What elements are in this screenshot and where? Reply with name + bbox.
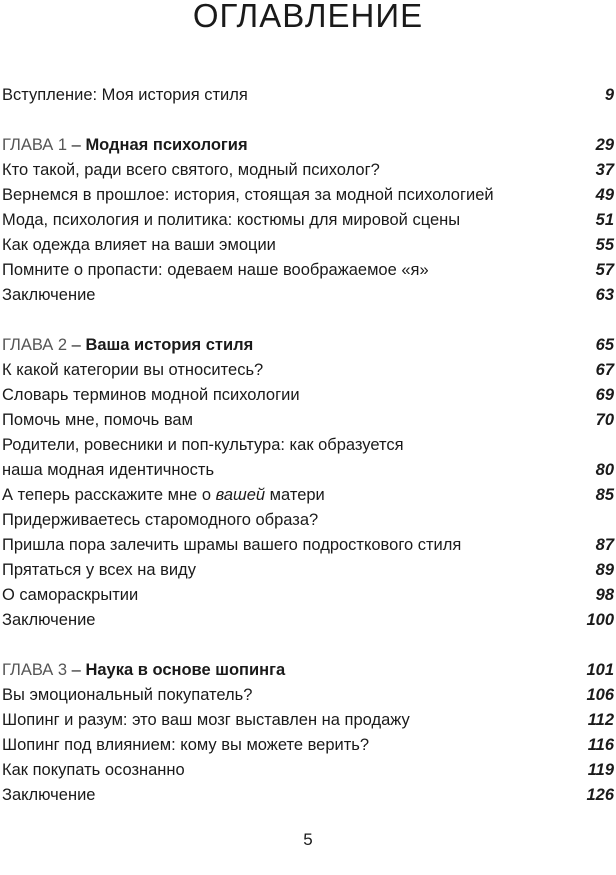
toc-entry[interactable] xyxy=(2,758,614,783)
toc-entry[interactable] xyxy=(2,358,614,383)
toc-entry-text: Вернемся в прошлое: история, стоящая за модной психологией xyxy=(2,186,494,204)
chapter-name: Ваша история стиля xyxy=(85,336,254,354)
toc-entry[interactable] xyxy=(2,183,614,208)
toc-entry-page: 70 xyxy=(595,411,614,429)
chapter-name: Наука в основе шопинга xyxy=(85,661,286,679)
toc-entry-text: Помочь мне, помочь вам xyxy=(2,411,193,429)
chapter-heading-3[interactable] xyxy=(2,658,614,683)
toc-entry[interactable] xyxy=(2,233,614,258)
toc-entry-text: Прятаться у всех на виду xyxy=(2,561,196,579)
toc-entry-page: 69 xyxy=(595,386,614,404)
toc-entry-page: 9 xyxy=(604,86,614,104)
toc-entry-page: 57 xyxy=(595,261,614,279)
chapter-name: Модная психология xyxy=(85,136,248,154)
toc-entry[interactable] xyxy=(2,458,614,483)
toc-entry[interactable] xyxy=(2,583,614,608)
toc-entry-text: О самораскрытии xyxy=(2,586,139,604)
chapter-dash: – xyxy=(67,136,86,154)
toc-entry-page: 112 xyxy=(587,711,614,729)
toc-entry-text: Словарь терминов модной психологии xyxy=(2,386,300,404)
toc-entry-text: наша модная идентичность xyxy=(2,461,215,479)
toc-entry-text: Кто такой, ради всего святого, модный психолог? xyxy=(2,161,380,179)
toc-entry-text: Придерживаетесь старомодного образа? xyxy=(2,511,319,529)
toc-entry-page: 126 xyxy=(586,786,614,804)
toc-entry-page: 87 xyxy=(595,536,614,554)
toc-entry-text: Пришла пора залечить шрамы вашего подросткового стиля xyxy=(2,536,462,554)
toc-entry[interactable] xyxy=(2,158,614,183)
chapter-page: 101 xyxy=(586,661,614,679)
toc-entry-text: Помните о пропасти: одеваем наше воображаемое «я» xyxy=(2,261,429,279)
toc-entry[interactable] xyxy=(2,408,614,433)
page-number: 5 xyxy=(303,830,313,849)
toc-entry-text: Как одежда влияет на ваши эмоции xyxy=(2,236,276,254)
toc-entry-text: Мода, психология и политика: костюмы для мировой сцены xyxy=(2,211,461,229)
toc-entry-text: Заключение xyxy=(2,611,96,629)
toc-entry-text: Заключение xyxy=(2,286,96,304)
toc-entry-intro[interactable] xyxy=(2,83,614,108)
toc-entry[interactable] xyxy=(2,483,614,508)
chapter-page: 65 xyxy=(595,336,614,354)
toc-entry[interactable] xyxy=(2,708,614,733)
toc-entry[interactable] xyxy=(2,608,614,633)
toc-entry-text: Вступление: Моя история стиля xyxy=(2,86,248,104)
toc-entry-text: Шопинг под влиянием: кому вы можете верить? xyxy=(2,736,370,754)
page-title: ОГЛАВЛЕНИЕ xyxy=(192,0,424,34)
chapter-dash: – xyxy=(67,336,86,354)
toc-entry[interactable] xyxy=(2,433,614,458)
toc-entry-page: 119 xyxy=(587,761,614,779)
toc-entry[interactable] xyxy=(2,383,614,408)
toc-entry-text: К какой категории вы относитесь? xyxy=(2,361,264,379)
toc-entry-page: 67 xyxy=(595,361,614,379)
emphasis: вашей xyxy=(215,486,266,504)
toc-entry-text: Как покупать осознанно xyxy=(2,761,185,779)
chapter-dash: – xyxy=(67,661,86,679)
toc-entry[interactable] xyxy=(2,783,614,808)
chapter-label: ГЛАВА 3 xyxy=(2,661,68,679)
toc-entry[interactable] xyxy=(2,283,614,308)
toc-entry-text: Родители, ровесники и поп-культура: как образуется xyxy=(2,436,404,454)
toc-entry-text: А теперь расскажите мне о вашей матери xyxy=(2,486,325,504)
toc-entry-text: Шопинг и разум: это ваш мозг выставлен на продажу xyxy=(2,711,410,729)
chapter-page: 29 xyxy=(595,136,614,154)
toc-entry-page: 100 xyxy=(586,611,614,629)
toc-entry-page: 37 xyxy=(595,161,614,179)
chapter-heading-2[interactable] xyxy=(2,333,614,358)
toc-entry[interactable] xyxy=(2,733,614,758)
toc-entry-page: 98 xyxy=(595,586,614,604)
toc-entry-page: 89 xyxy=(595,561,614,579)
chapter-label: ГЛАВА 2 xyxy=(2,336,68,354)
toc-entry-text: Вы эмоциональный покупатель? xyxy=(2,686,253,704)
toc-entry-page: 55 xyxy=(595,236,614,254)
toc-entry-page: 106 xyxy=(586,686,614,704)
toc-entry-text: Заключение xyxy=(2,786,96,804)
toc-entry-page: 51 xyxy=(595,211,614,229)
toc-entry[interactable] xyxy=(2,258,614,283)
toc-entry[interactable] xyxy=(2,508,614,533)
toc-entry[interactable] xyxy=(2,558,614,583)
toc-entry-page: 49 xyxy=(595,186,614,204)
toc-entry-page: 80 xyxy=(595,461,614,479)
toc-entry-page: 116 xyxy=(587,736,614,754)
chapter-label: ГЛАВА 1 xyxy=(2,136,68,154)
toc-entry[interactable] xyxy=(2,533,614,558)
toc-entry-page: 85 xyxy=(595,486,614,504)
toc-entry-page: 63 xyxy=(595,286,614,304)
toc-entry[interactable] xyxy=(2,208,614,233)
toc-entry[interactable] xyxy=(2,683,614,708)
chapter-heading-1[interactable] xyxy=(2,133,614,158)
